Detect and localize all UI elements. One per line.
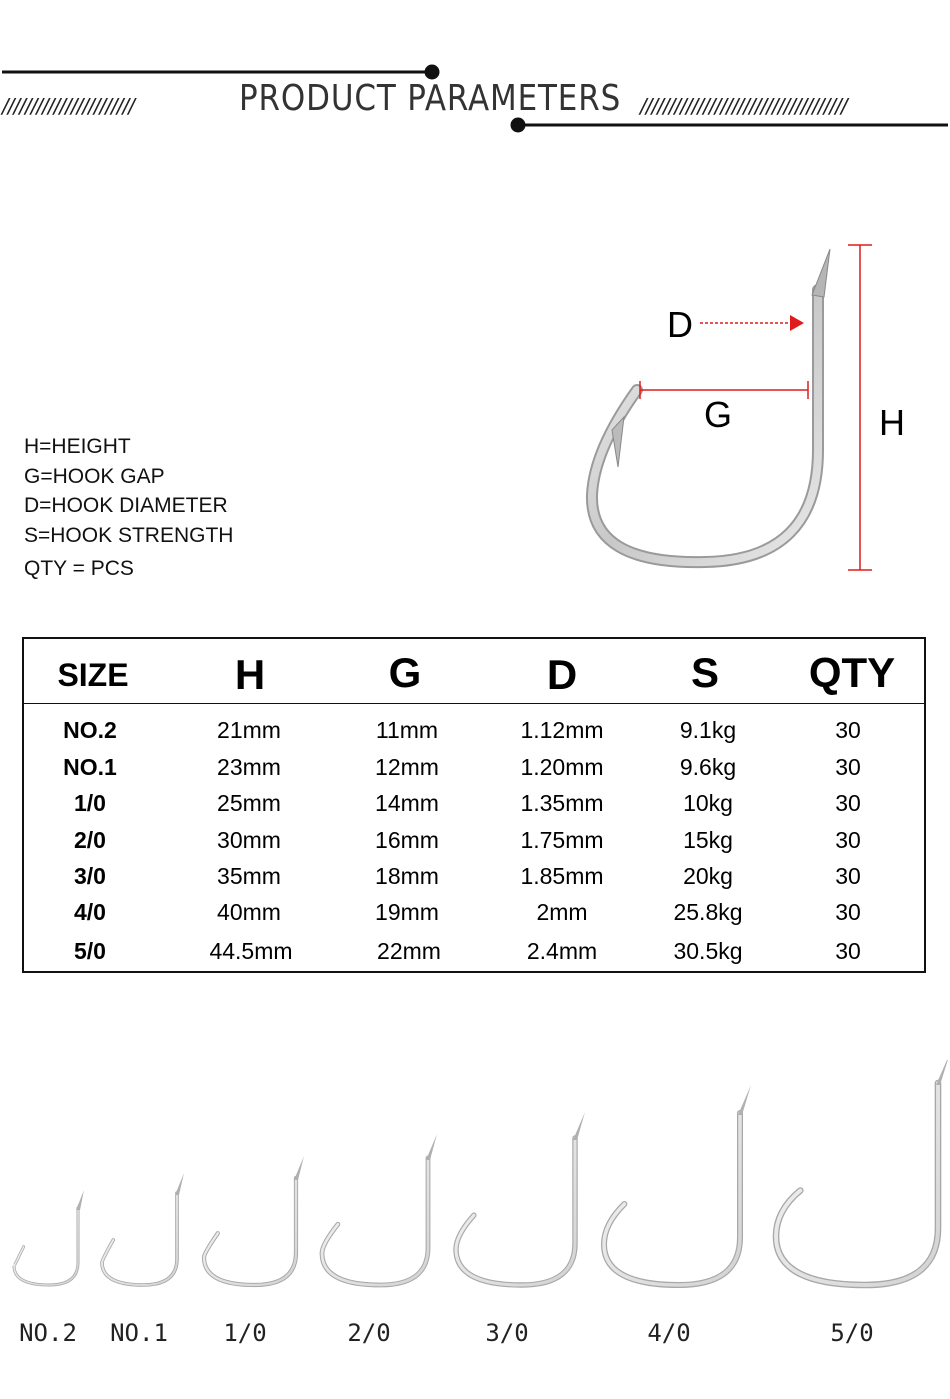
cell-g: 12mm (375, 754, 439, 780)
hook-lineup (0, 1060, 950, 1300)
hook-diagram (560, 235, 920, 585)
cell-size: 1/0 (74, 790, 106, 816)
cell-s: 9.6kg (679, 754, 737, 780)
col-header-qty: QTY (808, 649, 896, 696)
parameter-table (22, 637, 926, 973)
header-dot-bottom (511, 118, 526, 133)
cell-d: 1.12mm (520, 717, 604, 743)
cell-size: 5/0 (74, 938, 106, 964)
cell-size: 4/0 (74, 899, 106, 925)
lineup-hook-2 (204, 1178, 296, 1285)
lineup-hook-5 (604, 1113, 740, 1285)
cell-qty: 30 (835, 827, 861, 853)
col-header-d: D (546, 651, 578, 698)
cell-s: 20kg (683, 863, 733, 889)
cell-d: 1.75mm (520, 827, 604, 853)
lineup-hook-shine-6 (776, 1083, 938, 1285)
diagram-label-d: D (667, 304, 693, 345)
lineup-hook-shine-5 (604, 1113, 740, 1285)
col-header-size: SIZE (57, 657, 129, 693)
cell-qty: 30 (835, 717, 861, 743)
legend (24, 432, 233, 584)
legend-gap: G=HOOK GAP (24, 464, 165, 488)
table-row (24, 754, 924, 784)
lineup-hook-1 (102, 1193, 177, 1285)
diagram-label-h: H (879, 402, 905, 443)
table-row (24, 717, 924, 747)
table-row (24, 827, 924, 857)
cell-g: 11mm (375, 717, 439, 743)
cell-s: 9.1kg (679, 717, 737, 743)
col-header-s: S (690, 649, 719, 696)
size-label-no2: NO.2 (19, 1319, 77, 1347)
cell-s: 25.8kg (673, 899, 743, 925)
cell-d: 1.85mm (520, 863, 604, 889)
lineup-hook-shine-4 (456, 1138, 575, 1285)
cell-g: 18mm (375, 863, 439, 889)
lineup-hook-shine-3 (322, 1158, 428, 1285)
table-row (24, 863, 924, 893)
cell-d: 1.35mm (520, 790, 604, 816)
size-label-no1: NO.1 (110, 1319, 168, 1347)
diagram-label-g: G (704, 394, 733, 435)
cell-g: 16mm (375, 827, 439, 853)
legend-qty: QTY = PCS (24, 557, 134, 580)
cell-h: 21mm (217, 717, 281, 743)
cell-qty: 30 (835, 790, 861, 816)
legend-diameter: D=HOOK DIAMETER (24, 494, 228, 517)
cell-h: 40mm (217, 899, 281, 925)
table-row (24, 899, 924, 929)
cell-size: NO.2 (63, 717, 117, 743)
size-label-1-0: 1/0 (223, 1319, 267, 1347)
col-header-g: G (388, 649, 422, 696)
header-divider (24, 703, 924, 704)
lineup-hook-6 (776, 1083, 938, 1285)
size-label-5-0: 5/0 (830, 1319, 874, 1347)
lineup-hook-eye-5 (738, 1085, 751, 1115)
cell-d: 1.20mm (520, 754, 604, 780)
cell-size: 2/0 (74, 827, 106, 853)
lineup-hook-eye-6 (936, 1060, 950, 1085)
cell-g: 19mm (375, 899, 439, 925)
lineup-hook-shine-0 (14, 1208, 78, 1285)
cell-h: 25mm (217, 790, 281, 816)
legend-strength: S=HOOK STRENGTH (24, 523, 234, 547)
cell-d: 2.4mm (526, 938, 598, 964)
cell-d: 2mm (536, 899, 588, 925)
legend-height: H=HEIGHT (24, 435, 131, 458)
cell-qty: 30 (835, 754, 861, 780)
header-decoration (0, 0, 950, 140)
size-label-4-0: 4/0 (647, 1319, 691, 1347)
cell-size: 3/0 (74, 863, 106, 889)
lineup-hook-eye-2 (294, 1156, 304, 1180)
cell-s: 10kg (683, 790, 733, 816)
cell-qty: 30 (835, 863, 861, 889)
header-left-slashes: /////////////////////// (2, 94, 134, 118)
size-label-2-0: 2/0 (347, 1319, 391, 1347)
cell-size: NO.1 (63, 754, 117, 780)
d-arrow-head (790, 315, 804, 331)
cell-s: 15kg (683, 827, 733, 853)
page-title: PRODUCT PARAMETERS (239, 78, 622, 119)
cell-g: 14mm (375, 790, 439, 816)
cell-h: 23mm (217, 754, 281, 780)
table-row (24, 790, 924, 820)
cell-g: 22mm (377, 938, 441, 964)
table-row (24, 938, 924, 968)
cell-qty: 30 (835, 899, 861, 925)
lineup-hook-3 (322, 1158, 428, 1285)
lineup-hook-eye-4 (573, 1112, 585, 1140)
header-right-slashes: //////////////////////////////////// (640, 94, 847, 118)
lineup-hook-4 (456, 1138, 575, 1285)
col-header-h: H (234, 651, 266, 698)
cell-h: 30mm (217, 827, 281, 853)
size-label-3-0: 3/0 (485, 1319, 529, 1347)
cell-qty: 30 (835, 938, 861, 964)
cell-h: 35mm (217, 863, 281, 889)
cell-h: 44.5mm (209, 938, 293, 964)
cell-s: 30.5kg (673, 938, 743, 964)
